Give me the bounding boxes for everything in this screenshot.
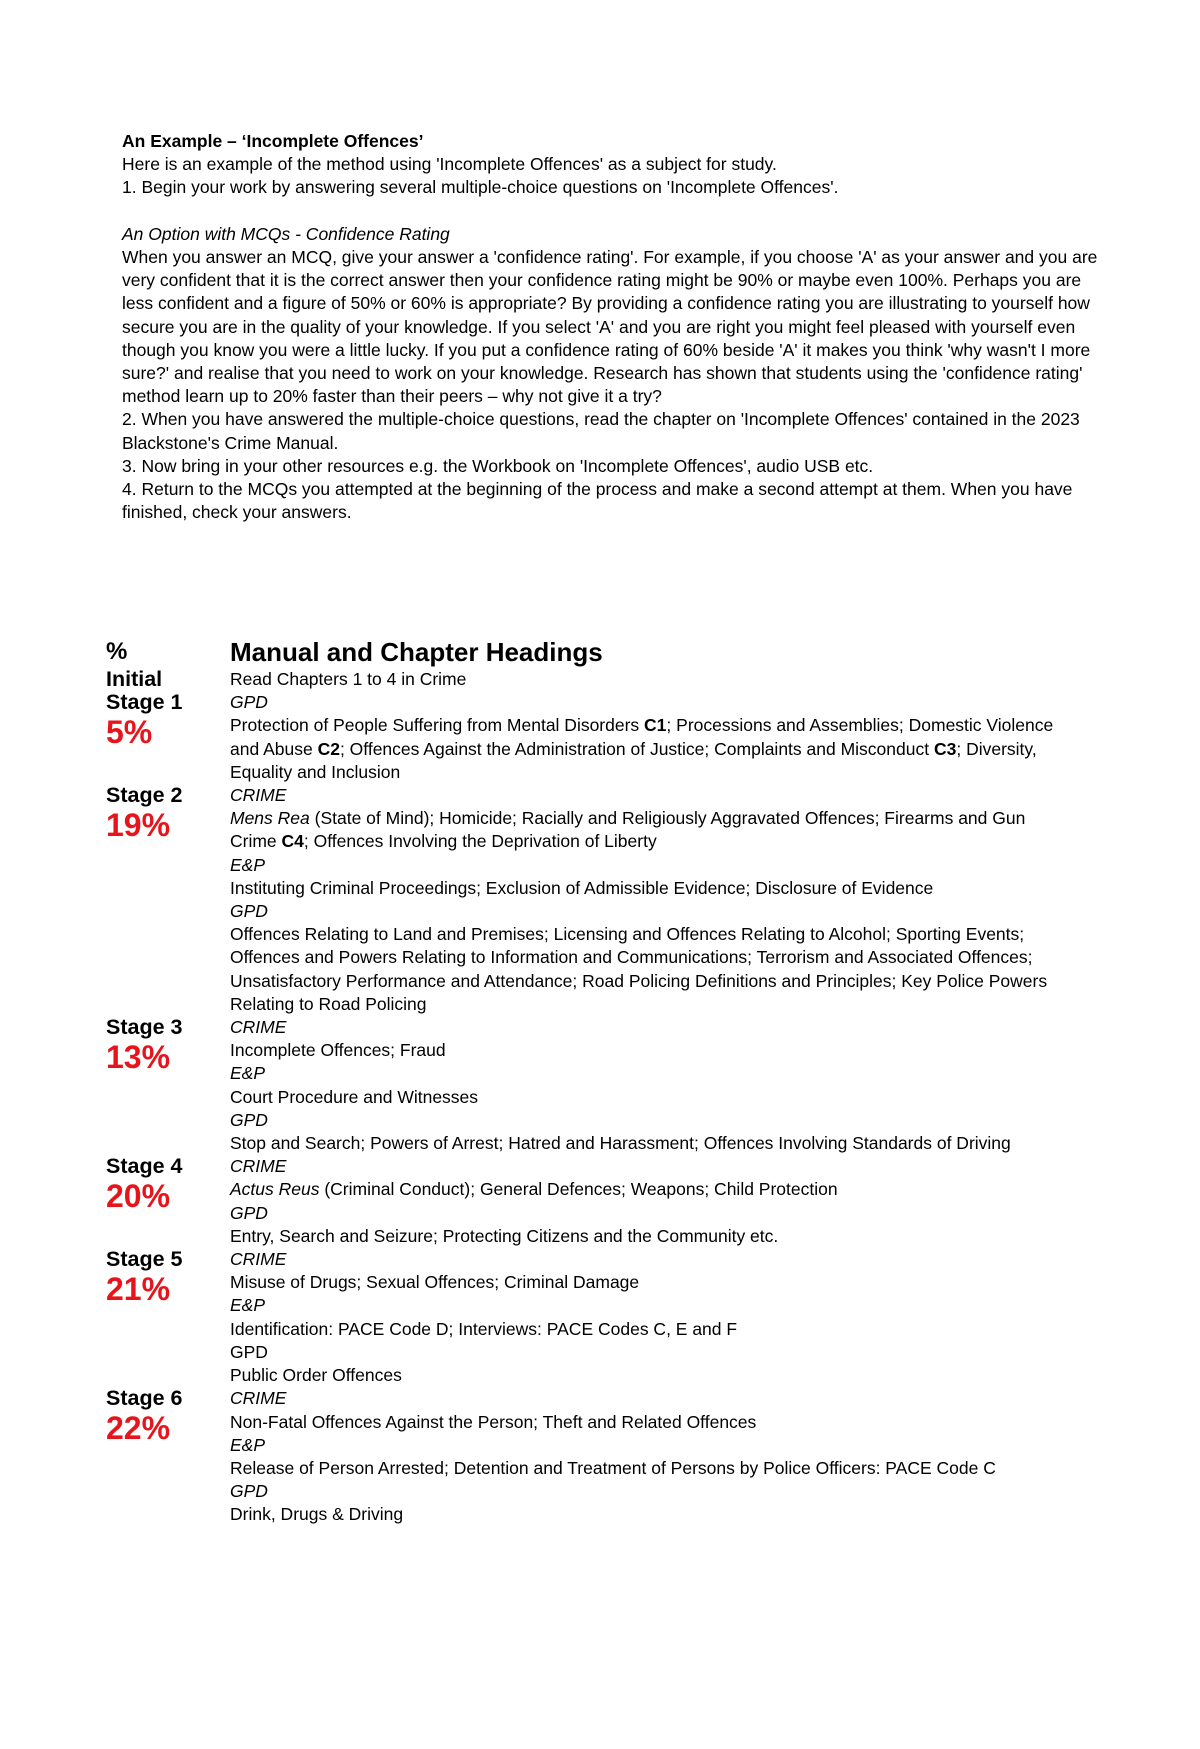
- stage-label: Stage 4: [106, 1154, 183, 1179]
- chapter-list: Identification: PACE Code D; Interviews: PACE Codes C, E and F: [230, 1318, 738, 1339]
- manual-label: E&P: [230, 1434, 266, 1455]
- chapter-list: Entry, Search and Seizure; Protecting Citizens and the Community etc.: [230, 1225, 779, 1246]
- stage-percent: 22%: [106, 1410, 171, 1447]
- step-3: 3. Now bring in your other resources e.g. the Workbook on 'Incomplete Offences', audio USB etc.: [122, 455, 874, 476]
- chapter-list: Misuse of Drugs; Sexual Offences; Criminal Damage: [230, 1272, 640, 1293]
- example-title: An Example – ‘Incomplete Offences’: [122, 131, 424, 151]
- manual-label: GPD: [230, 692, 268, 713]
- manual-label: GPD: [230, 1202, 268, 1223]
- chapter-list: Stop and Search; Powers of Arrest; Hatred and Harassment; Offences Involving Standards of Driving: [230, 1133, 1011, 1154]
- manual-label: CRIME: [230, 1388, 287, 1409]
- stage-1-label-block: [106, 691, 230, 784]
- pct-column-header: %: [106, 638, 128, 665]
- stage-4-label-block: [106, 1155, 230, 1248]
- intro-section: [122, 130, 1102, 524]
- stage-2-content: [230, 784, 1066, 1016]
- initial-text: Read Chapters 1 to 4 in Crime: [230, 669, 467, 689]
- stage-percent: 19%: [106, 807, 171, 844]
- stage-percent: 13%: [106, 1039, 171, 1076]
- manual-label: CRIME: [230, 1156, 287, 1177]
- stage-6-label-block: [106, 1387, 230, 1526]
- stage-label: Stage 1: [106, 690, 183, 715]
- chapter-list: Instituting Criminal Proceedings; Exclusion of Admissible Evidence; Disclosure of Evidence: [230, 877, 934, 898]
- chapter-list: Public Order Offences: [230, 1365, 402, 1386]
- option-heading: An Option with MCQs - Confidence Rating: [122, 223, 450, 244]
- manual-label: CRIME: [230, 1249, 287, 1270]
- chapter-list: Mens Rea (State of Mind); Homicide; Racially and Religiously Aggravated Offences; Firearms and Gun Crime C4; Offences Involving the Deprivation of Liberty: [230, 808, 1026, 852]
- manual-label: GPD: [230, 1481, 268, 1502]
- intro-line: Here is an example of the method using 'Incomplete Offences' as a subject for study.: [122, 154, 777, 175]
- chapter-list: Court Procedure and Witnesses: [230, 1086, 479, 1107]
- schedule-heading: Manual and Chapter Headings: [230, 637, 603, 667]
- code-marker: C2: [317, 738, 340, 759]
- stage-2-label-block: [106, 784, 230, 1016]
- code-marker: C1: [644, 715, 667, 736]
- stage-label: Stage 5: [106, 1247, 183, 1272]
- chapter-list: Drink, Drugs & Driving: [230, 1504, 404, 1525]
- manual-label: E&P: [230, 854, 266, 875]
- code-marker: C3: [933, 738, 957, 759]
- stage-5-content: [230, 1248, 1066, 1387]
- stage-1-content: [230, 691, 1066, 784]
- step-2: 2. When you have answered the multiple-choice questions, read the chapter on 'Incomplete Offences' contained in the 2023 Blackstone's Crime Manual.: [122, 409, 1080, 453]
- stage-3-label-block: [106, 1016, 230, 1155]
- manual-label: CRIME: [230, 1017, 287, 1038]
- chapter-list: Actus Reus (Criminal Conduct); General Defences; Weapons; Child Protection: [230, 1179, 838, 1200]
- manual-label: GPD: [230, 1109, 268, 1130]
- chapter-list: Incomplete Offences; Fraud: [230, 1040, 446, 1061]
- manual-label: E&P: [230, 1063, 266, 1084]
- stage-percent: 21%: [106, 1271, 171, 1308]
- stage-label: Stage 6: [106, 1386, 183, 1411]
- stage-3-content: [230, 1016, 1066, 1155]
- stage-4-content: [230, 1155, 1066, 1248]
- study-schedule: [106, 636, 1066, 1527]
- chapter-list: Offences Relating to Land and Premises; Licensing and Offences Relating to Alcohol; Sporting Events; Offences and Powers Relating to Information and Communications; Terrorism and Associated Offences; Unsatisfactory Performance and Attendance; Road Policing Definitions and Principles; Key Police Powers Relating to Road Policing: [230, 924, 1048, 1014]
- manual-label: GPD: [230, 901, 268, 922]
- manual-label: E&P: [230, 1295, 266, 1316]
- chapter-list: Release of Person Arrested; Detention and Treatment of Persons by Police Officers: PACE Code C: [230, 1457, 996, 1478]
- stage-5-label-block: [106, 1248, 230, 1387]
- step-4: 4. Return to the MCQs you attempted at the beginning of the process and make a second attempt at them. When you have finished, check your answers.: [122, 479, 1073, 523]
- chapter-list: Protection of People Suffering from Mental Disorders C1; Processions and Assemblies; Domestic Violence and Abuse C2; Offences Against the Administration of Justice; Complaints and Misconduct C3; Diversity, Equality and Inclusion: [230, 715, 1054, 782]
- stage-percent: 5%: [106, 714, 153, 751]
- step-1: 1. Begin your work by answering several multiple-choice questions on 'Incomplete Offences'.: [122, 177, 839, 198]
- stage-label: Stage 2: [106, 783, 183, 808]
- stage-label: Stage 3: [106, 1015, 183, 1040]
- stage-6-content: [230, 1387, 1066, 1526]
- initial-label: Initial: [106, 667, 163, 691]
- manual-label: GPD: [230, 1341, 268, 1362]
- confidence-paragraph: When you answer an MCQ, give your answer a 'confidence rating'. For example, if you choose 'A' as your answer and you are very confident that it is the correct answer then your confidence rating might be 90% or maybe even 100%. Perhaps you are less confident and a figure of 50% or 60% is appropriate? By providing a confidence rating you are illustrating to yourself how secure you are in the quality of your knowledge. If you select 'A' and you are right you might feel pleased with yourself even though you know you were a little lucky. If you put a confidence rating of 60% beside 'A' it makes you think 'why wasn't I more sure?' and realise that you need to work on your knowledge. Research has shown that students using the 'confidence rating' method learn up to 20% faster than their peers – why not give it a try?: [122, 247, 1098, 407]
- stage-percent: 20%: [106, 1178, 171, 1215]
- manual-label: CRIME: [230, 785, 287, 806]
- chapter-list: Non-Fatal Offences Against the Person; Theft and Related Offences: [230, 1411, 757, 1432]
- code-marker: C4: [281, 831, 304, 852]
